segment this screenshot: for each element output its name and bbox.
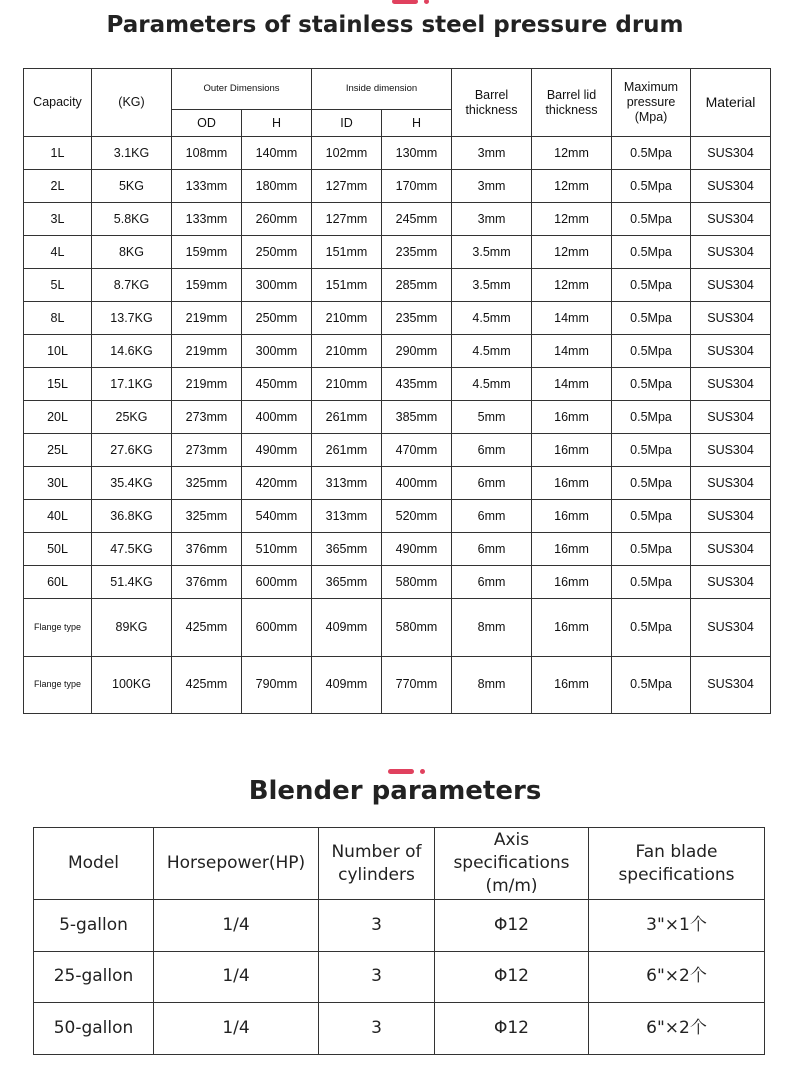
table-cell: 250mm: [242, 236, 312, 269]
table-cell: 20L: [24, 401, 92, 434]
table-cell: 1L: [24, 137, 92, 170]
table-cell: 425mm: [172, 656, 242, 714]
table-cell: 3mm: [452, 170, 532, 203]
table-cell: 10L: [24, 335, 92, 368]
table-row: [34, 1003, 765, 1055]
table-cell: 0.5Mpa: [612, 335, 691, 368]
table-cell: Flange type: [24, 656, 92, 714]
table-cell: SUS304: [691, 467, 771, 500]
table-cell: 35.4KG: [92, 467, 172, 500]
table-cell: 133mm: [172, 170, 242, 203]
table-cell: 8mm: [452, 599, 532, 657]
header-max-line2: pressure: [626, 95, 676, 109]
table-cell: 0.5Mpa: [612, 566, 691, 599]
cyl-line1: Number of: [331, 841, 422, 862]
table-cell: 5L: [24, 269, 92, 302]
header-inside-dimension: Inside dimension: [312, 69, 452, 110]
table-cell: 273mm: [172, 401, 242, 434]
table-cell: 17.1KG: [92, 368, 172, 401]
table-cell: 520mm: [382, 500, 452, 533]
table-cell: 0.5Mpa: [612, 656, 691, 714]
table-cell: 16mm: [532, 467, 612, 500]
table-cell: 16mm: [532, 599, 612, 657]
table-cell: 313mm: [312, 500, 382, 533]
fan-line2: specifications: [618, 864, 735, 885]
table-cell: 3: [319, 1003, 435, 1055]
table-cell: 261mm: [312, 434, 382, 467]
table-cell: SUS304: [691, 599, 771, 657]
table-cell: Flange type: [24, 599, 92, 657]
table-cell: 8.7KG: [92, 269, 172, 302]
table-cell: 3"×1个: [589, 900, 765, 952]
table-cell: 3mm: [452, 203, 532, 236]
table-cell: 4L: [24, 236, 92, 269]
table-cell: 25L: [24, 434, 92, 467]
table-cell: 490mm: [242, 434, 312, 467]
table-cell: 16mm: [532, 533, 612, 566]
table-cell: 0.5Mpa: [612, 401, 691, 434]
table-cell: 36.8KG: [92, 500, 172, 533]
table-cell: 6"×2个: [589, 1003, 765, 1055]
table-cell: 0.5Mpa: [612, 368, 691, 401]
table-cell: 409mm: [312, 599, 382, 657]
table-cell: 235mm: [382, 302, 452, 335]
table-cell: 6mm: [452, 434, 532, 467]
table-cell: 3.5mm: [452, 269, 532, 302]
header-lid-line1: Barrel lid: [546, 87, 597, 102]
header-weight: (KG): [92, 69, 172, 137]
table-cell: 385mm: [382, 401, 452, 434]
table-cell: SUS304: [691, 368, 771, 401]
table-cell: 16mm: [532, 401, 612, 434]
table-row: [24, 137, 771, 170]
table-cell: 5.8KG: [92, 203, 172, 236]
table-cell: 27.6KG: [92, 434, 172, 467]
table-cell: SUS304: [691, 203, 771, 236]
table-cell: 47.5KG: [92, 533, 172, 566]
table-row: [24, 656, 771, 714]
table-cell: 8L: [24, 302, 92, 335]
table-cell: 50-gallon: [34, 1003, 154, 1055]
table-cell: 325mm: [172, 500, 242, 533]
table-cell: 8mm: [452, 656, 532, 714]
table-cell: 2L: [24, 170, 92, 203]
table-cell: 300mm: [242, 269, 312, 302]
table-row: [24, 335, 771, 368]
table-cell: SUS304: [691, 170, 771, 203]
table-cell: 4.5mm: [452, 302, 532, 335]
table-row: [24, 203, 771, 236]
table-cell: 770mm: [382, 656, 452, 714]
table-cell: 235mm: [382, 236, 452, 269]
accent-dot: [424, 0, 429, 4]
table-cell: 60L: [24, 566, 92, 599]
header-lid-line2: thickness: [545, 102, 598, 117]
table-cell: 159mm: [172, 269, 242, 302]
table-cell: SUS304: [691, 302, 771, 335]
table-cell: 30L: [24, 467, 92, 500]
accent-bar: [392, 0, 418, 4]
axis-line1: Axis: [493, 830, 530, 851]
table-cell: 285mm: [382, 269, 452, 302]
header-capacity: Capacity: [24, 69, 92, 137]
header-od: OD: [172, 110, 242, 137]
table-cell: 140mm: [242, 137, 312, 170]
table-cell: 600mm: [242, 599, 312, 657]
header-barrel-line2: thickness: [465, 102, 518, 117]
table-cell: 51.4KG: [92, 566, 172, 599]
table-row: [24, 599, 771, 657]
table-cell: 130mm: [382, 137, 452, 170]
header-id: ID: [312, 110, 382, 137]
table-cell: 420mm: [242, 467, 312, 500]
accent-mark-blender: [388, 769, 428, 774]
table-cell: Φ12: [435, 951, 589, 1003]
table-cell: 6mm: [452, 533, 532, 566]
table-cell: 151mm: [312, 269, 382, 302]
axis-line3: (m/m): [485, 875, 538, 896]
table-cell: 3mm: [452, 137, 532, 170]
blender-header-axis: [435, 828, 589, 900]
table-cell: 0.5Mpa: [612, 269, 691, 302]
table-cell: 3.5mm: [452, 236, 532, 269]
table-cell: 580mm: [382, 599, 452, 657]
table-cell: 1/4: [154, 1003, 319, 1055]
header-barrel-line1: Barrel: [474, 87, 509, 102]
table-cell: 16mm: [532, 566, 612, 599]
table-row: [24, 236, 771, 269]
table-cell: 127mm: [312, 170, 382, 203]
table-row: [24, 533, 771, 566]
table-cell: 219mm: [172, 335, 242, 368]
table-cell: 12mm: [532, 236, 612, 269]
table-cell: 210mm: [312, 368, 382, 401]
table-row: [24, 170, 771, 203]
header-lid-thickness: [532, 69, 612, 137]
table-cell: 12mm: [532, 137, 612, 170]
table-row: [24, 500, 771, 533]
blender-header-fan-blade: [589, 828, 765, 900]
table-cell: 108mm: [172, 137, 242, 170]
header-max-line3: (Mpa): [634, 110, 668, 124]
table-cell: 3: [319, 951, 435, 1003]
table-cell: 151mm: [312, 236, 382, 269]
table-cell: 1/4: [154, 900, 319, 952]
table-cell: SUS304: [691, 434, 771, 467]
table-cell: 325mm: [172, 467, 242, 500]
table-cell: 14.6KG: [92, 335, 172, 368]
table-cell: 219mm: [172, 302, 242, 335]
table-cell: SUS304: [691, 533, 771, 566]
table-cell: SUS304: [691, 269, 771, 302]
table-cell: 50L: [24, 533, 92, 566]
table-cell: 0.5Mpa: [612, 302, 691, 335]
table-cell: 0.5Mpa: [612, 500, 691, 533]
axis-line2: specifications: [453, 853, 570, 874]
accent-bar: [388, 769, 414, 774]
table-cell: 14mm: [532, 335, 612, 368]
table-cell: 365mm: [312, 533, 382, 566]
table-cell: SUS304: [691, 401, 771, 434]
table-cell: 89KG: [92, 599, 172, 657]
table-cell: 0.5Mpa: [612, 203, 691, 236]
table-cell: 3: [319, 900, 435, 952]
header-outer-h: H: [242, 110, 312, 137]
table-cell: 100KG: [92, 656, 172, 714]
table-cell: 12mm: [532, 203, 612, 236]
table-cell: 25-gallon: [34, 951, 154, 1003]
table-cell: 313mm: [312, 467, 382, 500]
table-cell: 409mm: [312, 656, 382, 714]
table-cell: 376mm: [172, 533, 242, 566]
table-cell: 210mm: [312, 335, 382, 368]
table-row: [34, 900, 765, 952]
table-cell: Φ12: [435, 1003, 589, 1055]
table-cell: 1/4: [154, 951, 319, 1003]
table-cell: 250mm: [242, 302, 312, 335]
fan-line1: Fan blade: [635, 841, 718, 862]
table-cell: 4.5mm: [452, 368, 532, 401]
cyl-line2: cylinders: [338, 864, 415, 885]
table-cell: 127mm: [312, 203, 382, 236]
table-cell: 0.5Mpa: [612, 170, 691, 203]
table-cell: 5-gallon: [34, 900, 154, 952]
table-cell: 25KG: [92, 401, 172, 434]
table-cell: 133mm: [172, 203, 242, 236]
table-cell: 6mm: [452, 566, 532, 599]
table-cell: 12mm: [532, 269, 612, 302]
table-cell: 261mm: [312, 401, 382, 434]
table-cell: 540mm: [242, 500, 312, 533]
header-outer-dimensions: Outer Dimensions: [172, 69, 312, 110]
header-max-line1: Maximum: [623, 80, 679, 94]
table-cell: 580mm: [382, 566, 452, 599]
table-cell: 3.1KG: [92, 137, 172, 170]
header-material: Material: [691, 69, 771, 137]
table-cell: 245mm: [382, 203, 452, 236]
table-cell: 490mm: [382, 533, 452, 566]
table-cell: 3L: [24, 203, 92, 236]
table-cell: 365mm: [312, 566, 382, 599]
table-cell: 273mm: [172, 434, 242, 467]
table-cell: SUS304: [691, 656, 771, 714]
table-cell: 14mm: [532, 302, 612, 335]
blender-header-model: Model: [34, 828, 154, 900]
table-cell: 6"×2个: [589, 951, 765, 1003]
table-cell: 12mm: [532, 170, 612, 203]
table-cell: SUS304: [691, 236, 771, 269]
blender-parameters-table: [33, 827, 765, 1055]
table-cell: SUS304: [691, 566, 771, 599]
table-cell: 180mm: [242, 170, 312, 203]
table-row: [24, 368, 771, 401]
table-row: [34, 951, 765, 1003]
table-cell: Φ12: [435, 900, 589, 952]
table-cell: 435mm: [382, 368, 452, 401]
table-row: [24, 302, 771, 335]
table-cell: 0.5Mpa: [612, 236, 691, 269]
drum-parameters-table: [23, 68, 771, 714]
table-cell: 5mm: [452, 401, 532, 434]
table-cell: 16mm: [532, 656, 612, 714]
table-row: [24, 566, 771, 599]
table-cell: 159mm: [172, 236, 242, 269]
table-cell: 0.5Mpa: [612, 467, 691, 500]
table-cell: 14mm: [532, 368, 612, 401]
table-cell: 0.5Mpa: [612, 434, 691, 467]
table-cell: 600mm: [242, 566, 312, 599]
table-cell: 450mm: [242, 368, 312, 401]
table-cell: 300mm: [242, 335, 312, 368]
table-cell: 16mm: [532, 500, 612, 533]
table-cell: 290mm: [382, 335, 452, 368]
table-cell: SUS304: [691, 500, 771, 533]
table-cell: 6mm: [452, 467, 532, 500]
table-row: [24, 467, 771, 500]
table-cell: 6mm: [452, 500, 532, 533]
table-cell: SUS304: [691, 335, 771, 368]
table-cell: 5KG: [92, 170, 172, 203]
accent-dot: [420, 769, 425, 774]
table-cell: 0.5Mpa: [612, 599, 691, 657]
table-row: [24, 269, 771, 302]
table-cell: 40L: [24, 500, 92, 533]
blender-section-title: Blender parameters: [248, 776, 542, 806]
header-max-pressure: [612, 69, 691, 137]
blender-header-horsepower: Horsepower(HP): [154, 828, 319, 900]
table-cell: 0.5Mpa: [612, 533, 691, 566]
table-cell: 210mm: [312, 302, 382, 335]
table-cell: 15L: [24, 368, 92, 401]
header-barrel-thickness: [452, 69, 532, 137]
table-cell: 400mm: [382, 467, 452, 500]
table-row: [24, 401, 771, 434]
table-cell: 400mm: [242, 401, 312, 434]
blender-header-cylinders: [319, 828, 435, 900]
table-cell: 510mm: [242, 533, 312, 566]
table-cell: 4.5mm: [452, 335, 532, 368]
table-cell: 376mm: [172, 566, 242, 599]
table-cell: SUS304: [691, 137, 771, 170]
table-cell: 470mm: [382, 434, 452, 467]
table-cell: 170mm: [382, 170, 452, 203]
table-cell: 260mm: [242, 203, 312, 236]
table-cell: 102mm: [312, 137, 382, 170]
table-row: [24, 434, 771, 467]
table-cell: 13.7KG: [92, 302, 172, 335]
table-cell: 790mm: [242, 656, 312, 714]
table-cell: 0.5Mpa: [612, 137, 691, 170]
table-cell: 219mm: [172, 368, 242, 401]
table-cell: 8KG: [92, 236, 172, 269]
accent-mark-top: [392, 0, 432, 4]
table-cell: 425mm: [172, 599, 242, 657]
header-inner-h: H: [382, 110, 452, 137]
table-cell: 16mm: [532, 434, 612, 467]
drum-section-title: Parameters of stainless steel pressure drum: [106, 12, 684, 38]
